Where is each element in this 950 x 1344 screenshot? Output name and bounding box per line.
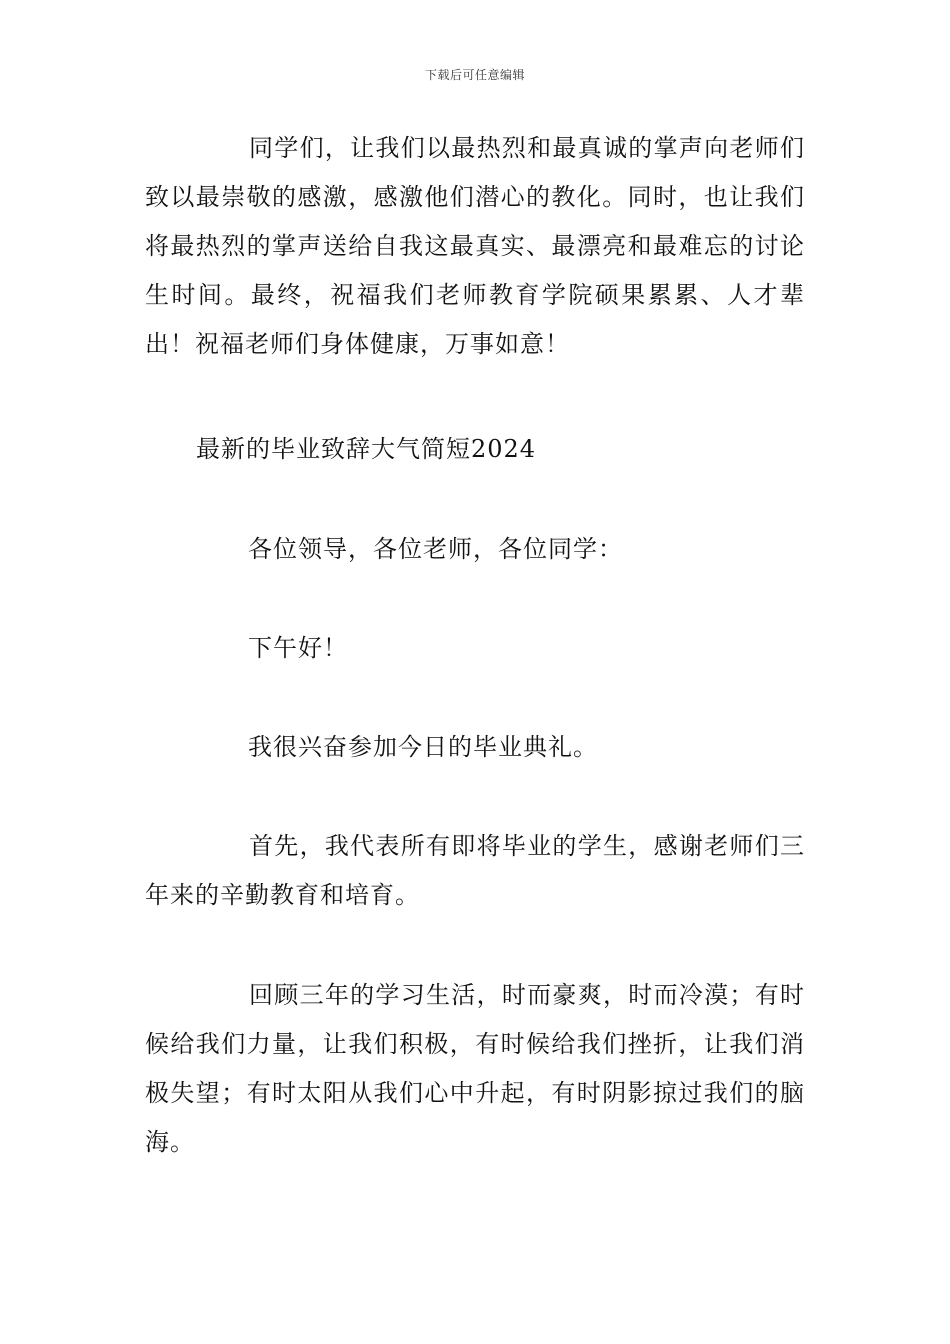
greeting-line: 各位领导，各位老师，各位同学：: [248, 535, 623, 563]
paragraph-review: 回顾三年的学习生活，时而豪爽，时而冷漠；有时候给我们力量，让我们积极，有时候给我们挫折，让我们消极失望；有时太阳从我们心中升起，有时阴影掠过我们的脑海。: [145, 981, 805, 1156]
section-title: 最新的毕业致辞大气简短2024: [196, 435, 537, 463]
paragraph-closing-remarks: 同学们，让我们以最热烈和最真诚的掌声向老师们致以最崇敬的感激，感激他们潜心的教化。同时，也让我们将最热烈的掌声送给自我这最真实、最漂亮和最难忘的讨论生时间。最终，祝福我们老师教育学院硕果累累、人才辈出！祝福老师们身体健康，万事如意！: [145, 134, 805, 358]
hello-line: 下午好！: [248, 634, 348, 662]
header-note: 下载后可任意编辑: [424, 68, 525, 82]
intro-line: 我很兴奋参加今日的毕业典礼。: [248, 733, 598, 761]
paragraph-thanks: 首先，我代表所有即将毕业的学生，感谢老师们三年来的辛勤教育和培育。: [145, 832, 805, 909]
